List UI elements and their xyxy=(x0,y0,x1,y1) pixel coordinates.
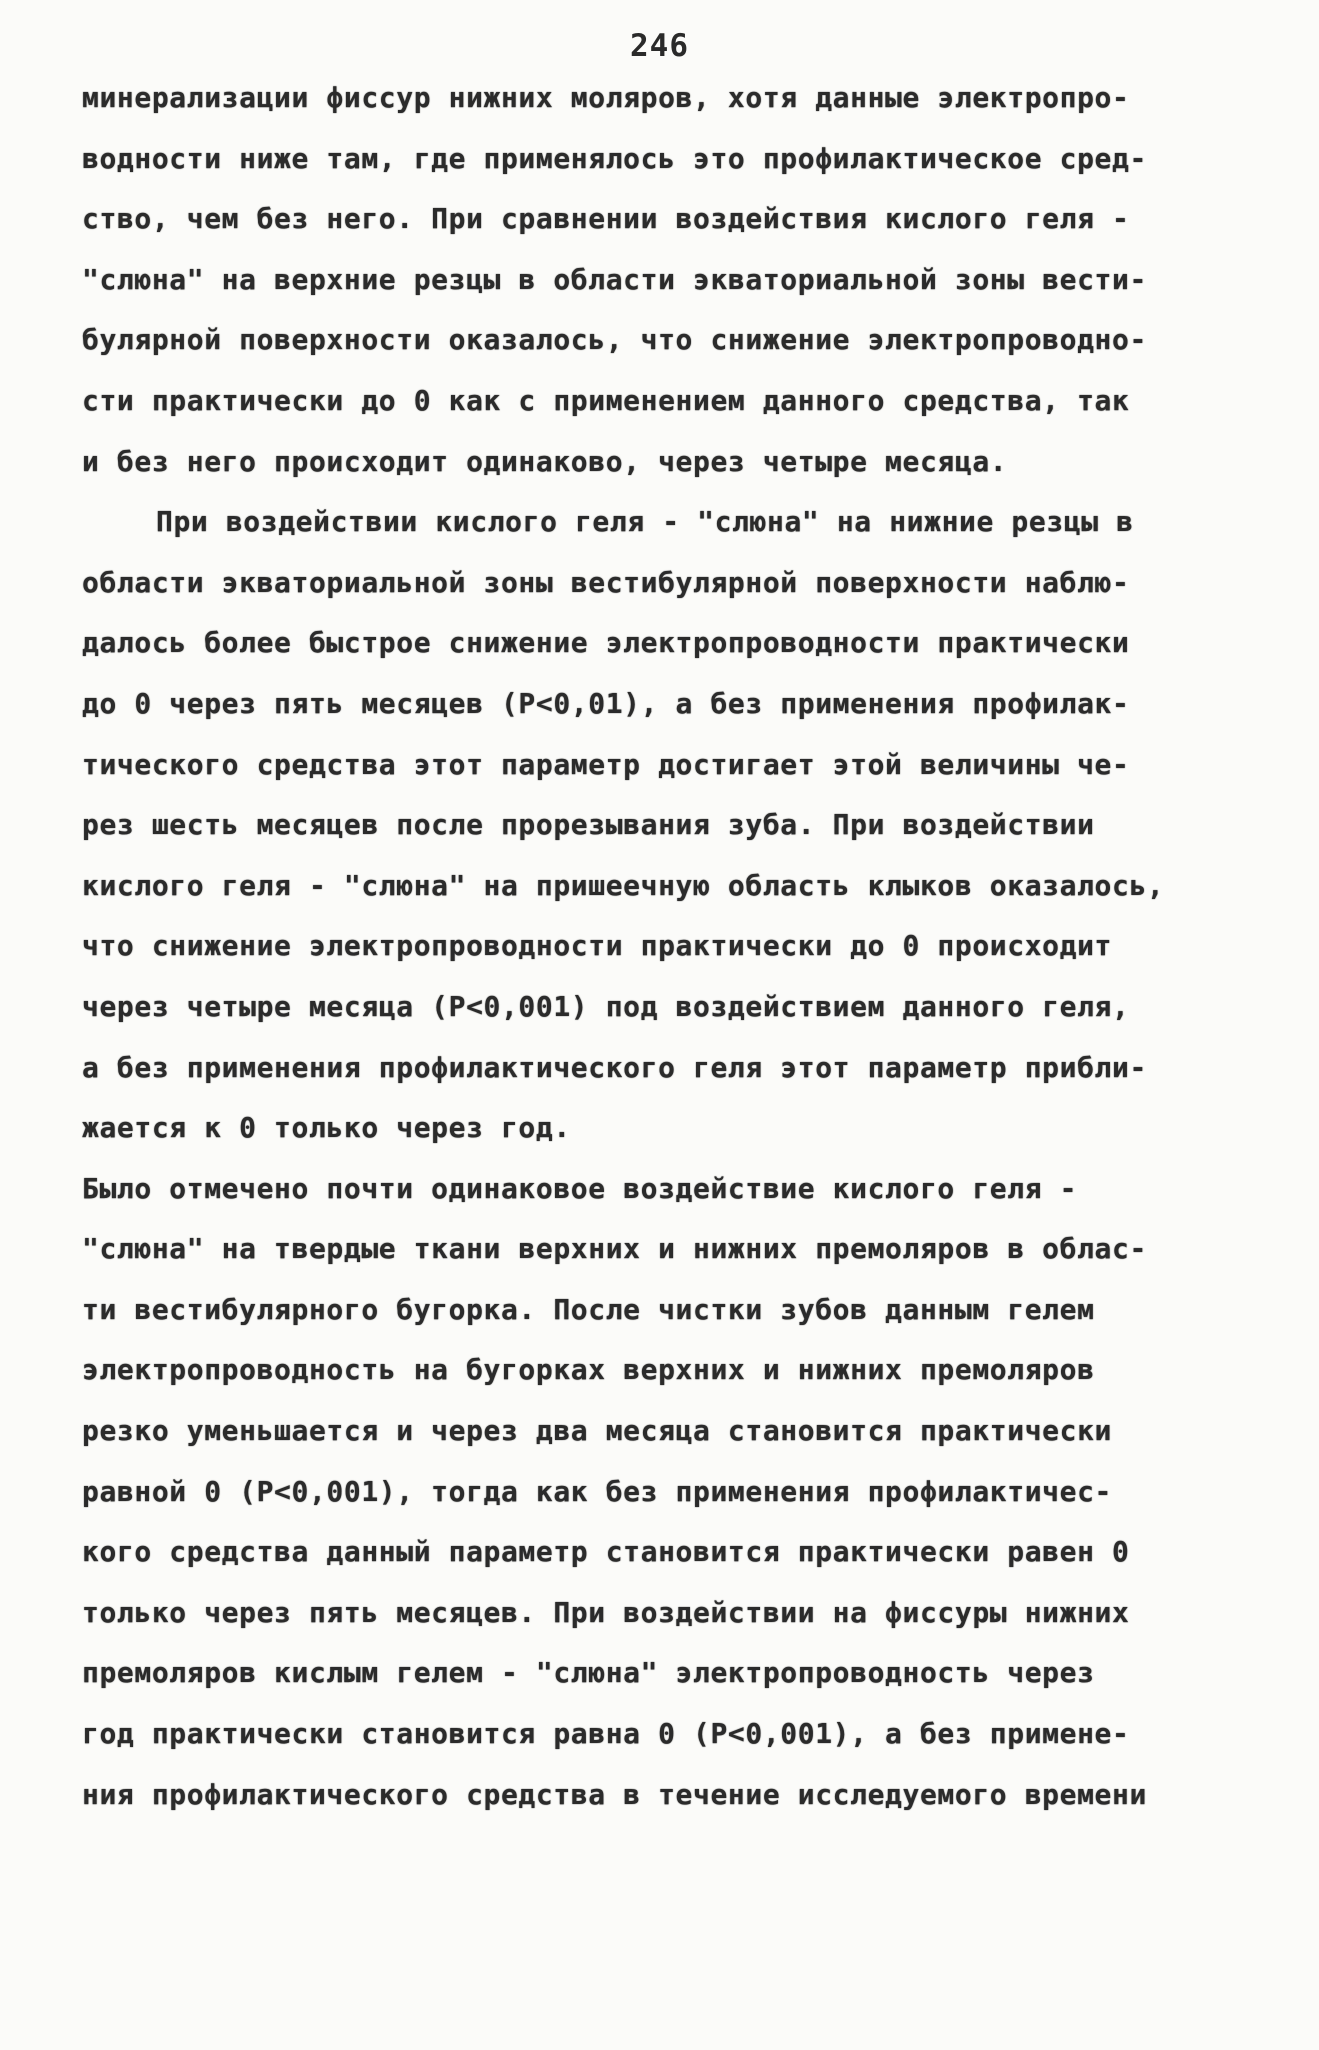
text-line: тического средства этот параметр достигает этой величины че- xyxy=(82,747,1130,781)
text-line: водности ниже там, где применялось это профилактическое сред- xyxy=(82,141,1147,175)
text-line: минерализации фиссур нижних моляров, хотя данные электропро- xyxy=(82,81,1130,114)
paragraph xyxy=(82,68,1242,492)
text-line: ство, чем без него. При сравнении воздействия кислого геля - xyxy=(82,202,1130,236)
text-line: При воздействии кислого геля - "слюна" на нижние резцы в xyxy=(156,505,1134,539)
paragraph xyxy=(82,492,1242,1159)
text-line: Было отмечено почти одинаковое воздействие кислого геля - xyxy=(82,1171,1078,1205)
text-line: год практически становится равна 0 (P<0,001), а без примене- xyxy=(82,1717,1130,1751)
text-line: а без применения профилактического геля этот параметр прибли- xyxy=(82,1050,1147,1084)
text-line: жается к 0 только через год. xyxy=(82,1111,571,1145)
text-line: булярной поверхности оказалось, что снижение электропроводно- xyxy=(82,323,1147,357)
text-line: равной 0 (P<0,001), тогда как без применения профилактичес- xyxy=(82,1474,1112,1508)
text-line: электропроводность на бугорках верхних и нижних премоляров xyxy=(82,1353,1095,1387)
text-line: ния профилактического средства в течение исследуемого времени xyxy=(82,1777,1147,1811)
text-body xyxy=(82,68,1242,1825)
text-line: "слюна" на верхние резцы в области экваториальной зоны вести- xyxy=(82,262,1147,296)
text-line: премоляров кислым гелем - "слюна" электропроводность через xyxy=(82,1656,1095,1690)
text-line: кислого геля - "слюна" на пришеечную область клыков оказалось, xyxy=(82,868,1165,902)
paragraph xyxy=(82,1159,1242,1826)
text-line: резко уменьшается и через два месяца становится практически xyxy=(82,1414,1112,1448)
text-line: сти практически до 0 как с применением данного средства, так xyxy=(82,383,1130,417)
text-line: до 0 через пять месяцев (P<0,01), а без применения профилак- xyxy=(82,686,1130,720)
text-line: что снижение электропроводности практически до 0 происходит xyxy=(82,929,1112,963)
text-line: рез шесть месяцев после прорезывания зуба. При воздействии xyxy=(82,808,1095,842)
text-line: через четыре месяца (P<0,001) под воздействием данного геля, xyxy=(82,989,1130,1023)
text-line: и без него происходит одинаково, через четыре месяца. xyxy=(82,444,1008,478)
text-line: кого средства данный параметр становится практически равен 0 xyxy=(82,1535,1130,1569)
text-line: области экваториальной зоны вестибулярной поверхности наблю- xyxy=(82,565,1130,599)
text-line: ти вестибулярного бугорка. После чистки зубов данным гелем xyxy=(82,1292,1095,1326)
page-number: 246 xyxy=(630,28,689,64)
text-line: "слюна" на твердые ткани верхних и нижних премоляров в облас- xyxy=(82,1232,1147,1266)
text-line: только через пять месяцев. При воздействии на фиссуры нижних xyxy=(82,1595,1130,1629)
text-line: далось более быстрое снижение электропроводности практически xyxy=(82,626,1130,660)
